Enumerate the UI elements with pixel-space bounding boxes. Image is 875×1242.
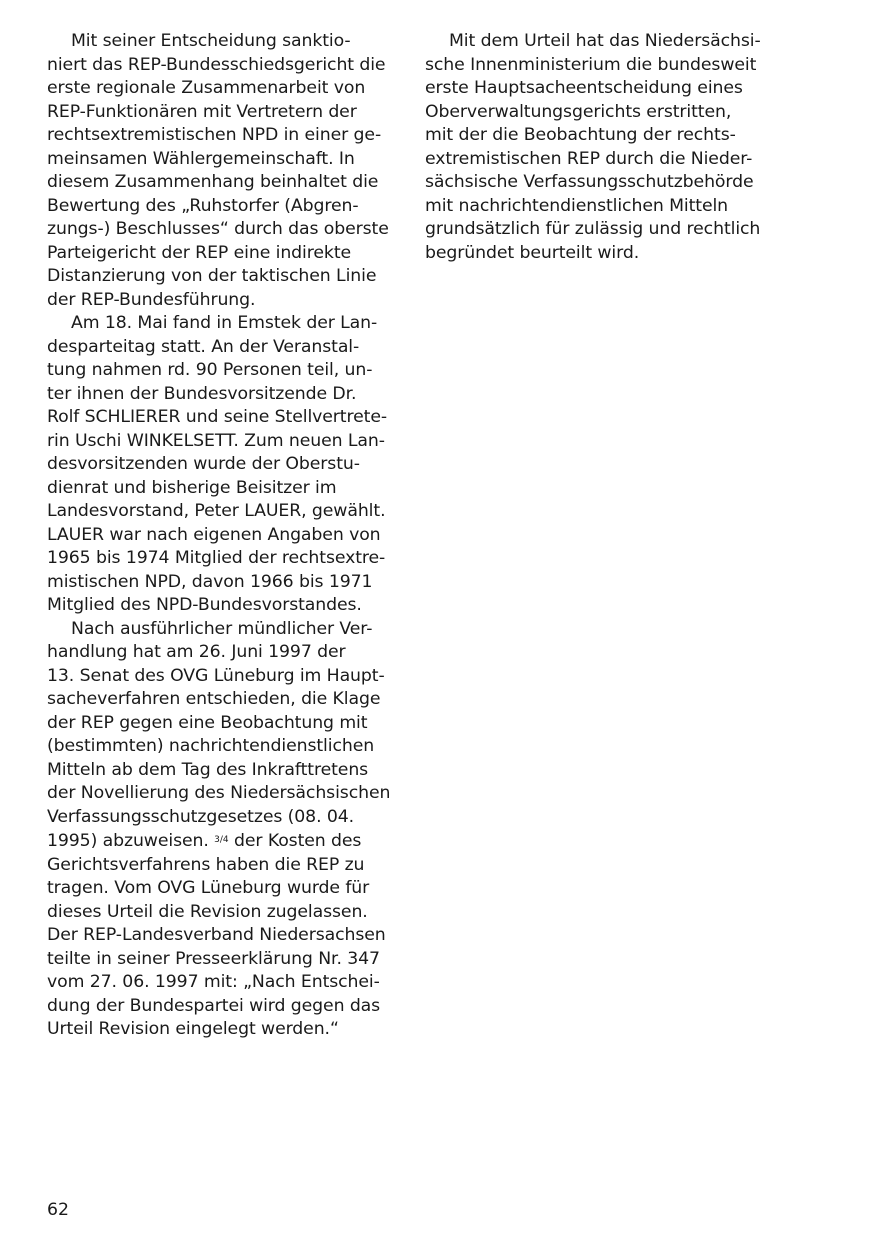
text-line: 13. Senat des OVG Lüneburg im Haupt- [47,665,385,686]
text-line: Der REP-Landesverband Niedersachsen [47,925,386,945]
fraction-line-after: der Kosten des [228,831,362,851]
text-line: Distanzierung von der taktischen Linie [47,266,377,286]
text-line: desvorsitzenden wurde der Oberstu- [47,454,360,474]
text-line: Mit seiner Entscheidung sanktio- [71,31,351,51]
text-line [47,829,397,854]
right-column [425,30,775,265]
text-line: LAUER war nach eigenen Angaben von [47,524,381,545]
text-line: sächsische Verfassungsschutzbehörde [425,172,754,192]
text-line: begründet beurteilt wird. [425,242,640,263]
text-line: dieses Urteil die Revision zugelassen. [47,901,368,922]
text-line: Mit dem Urteil hat das Niedersächsi- [449,31,761,51]
text-line: zungs-) Beschlusses“ durch das oberste [47,219,389,239]
text-line: handlung hat am 26. Juni 1997 der [47,642,346,662]
text-line: tragen. Vom OVG Lüneburg wurde für [47,878,370,898]
text-line: sche Innenministerium die bundesweit [425,54,757,75]
text-line: rechtsextremistischen NPD in einer ge- [47,125,382,145]
text-line: ter ihnen der Bundesvorsitzende Dr. [47,383,357,404]
text-line: Bewertung des „Ruhstorfer (Abgren- [47,195,359,216]
page-number: 62 [47,1200,69,1220]
text-line: mistischen NPD, davon 1966 bis 1971 [47,571,373,592]
text-line: vom 27. 06. 1997 mit: „Nach Entschei- [47,972,380,992]
text-line: sacheverfahren entschieden, die Klage [47,689,381,709]
text-line: der Novellierung des Niedersächsischen [47,783,391,803]
text-line: Landesvorstand, Peter LAUER, gewählt. [47,501,386,521]
text-line: meinsamen Wählergemeinschaft. In [47,148,355,169]
text-line: Mitglied des NPD-Bundesvorstandes. [47,595,362,615]
paragraph-innenministerium-urteil [425,30,775,265]
text-line: 1965 bis 1974 Mitglied der rechtsextre- [47,548,386,568]
text-line: Am 18. Mai fand in Emstek der Lan- [71,313,378,333]
ovg-lines-after [47,854,397,1042]
text-line: Urteil Revision eingelegt werden.“ [47,1019,339,1039]
fraction-line-before: 1995) abzuweisen. [47,831,215,851]
text-line: tung nahmen rd. 90 Personen teil, un- [47,360,373,380]
text-line: teilte in seiner Presseerklärung Nr. 347 [47,948,380,969]
text-line: Oberverwaltungsgerichts erstritten, [425,101,732,122]
paragraph-rep-bundesschiedsgericht [47,30,397,312]
text-line: der REP gegen eine Beobachtung mit [47,712,368,733]
text-line: REP-Funktionären mit Vertretern der [47,101,357,122]
text-line: dung der Bundespartei wird gegen das [47,995,381,1016]
paragraph-landesparteitag-emstek [47,312,397,618]
text-line: grundsätzlich für zulässig und rechtlich [425,219,761,239]
text-line: Parteigericht der REP eine indirekte [47,242,352,263]
text-line: desparteitag statt. An der Veranstal- [47,336,360,357]
text-line: dienrat und bisherige Beisitzer im [47,477,337,498]
fraction-three-quarters: 3/4 [214,835,229,845]
text-line: erste Hauptsacheentscheidung eines [425,78,743,98]
text-line: extremistischen REP durch die Nieder- [425,148,753,169]
text-line: Mitteln ab dem Tag des Inkrafttretens [47,759,369,780]
text-line: der REP-Bundesführung. [47,289,256,310]
left-column [47,30,397,1042]
text-line: erste regionale Zusammenarbeit von [47,78,366,98]
text-line: mit nachrichtendienstlichen Mitteln [425,195,729,216]
text-line: Nach ausführlicher mündlicher Ver- [71,618,373,639]
ovg-lines-before [47,618,397,830]
text-line: Rolf SCHLIERER und seine Stellvertrete- [47,407,387,427]
text-line: diesem Zusammenhang beinhaltet die [47,172,379,192]
text-line: Verfassungsschutzgesetzes (08. 04. [47,806,355,827]
text-line: mit der die Beobachtung der rechts- [425,125,736,145]
text-line: Gerichtsverfahrens haben die REP zu [47,854,365,875]
text-line: (bestimmten) nachrichtendienstlichen [47,736,375,756]
text-line: niert das REP-Bundesschiedsgericht die [47,54,386,75]
paragraph-ovg-lueneburg-urteil [47,618,397,1042]
text-line: rin Uschi WINKELSETT. Zum neuen Lan- [47,430,385,451]
